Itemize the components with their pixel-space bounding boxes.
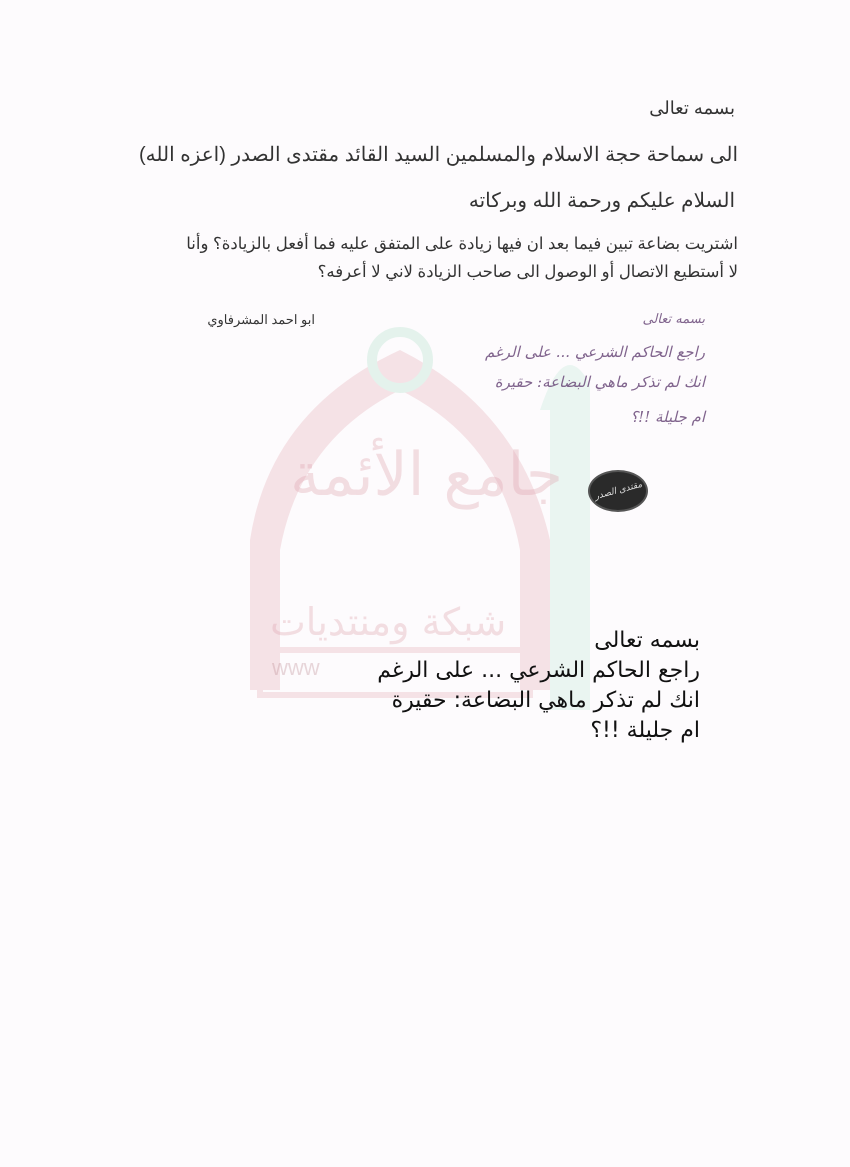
typed-reply-line: بسمه تعالى: [594, 628, 700, 653]
letter-addressee: الى سماحة حجة الاسلام والمسلمين السيد القائد مقتدى الصدر (اعزه الله): [138, 144, 738, 166]
watermark-url: www: [272, 655, 320, 680]
typed-reply-line: ام جليلة !!؟: [590, 718, 700, 743]
seal-text: مقتدى الصدر: [593, 479, 643, 503]
handwritten-line: انك لم تذكر ماهي البضاعة: حقيرة: [494, 373, 705, 391]
letter-signature: ابو احمد المشرفاوي: [207, 312, 315, 327]
seal-stamp: [588, 470, 648, 512]
watermark-subtitle: شبكة ومنتديات: [270, 600, 507, 644]
typed-reply: [377, 626, 700, 746]
handwritten-line: راجع الحاكم الشرعي ... على الرغم: [484, 343, 705, 361]
typed-reply-line: راجع الحاكم الشرعي ... على الرغم: [377, 658, 700, 683]
watermark-title: جامع الأئمة: [290, 440, 563, 510]
typed-reply-line: انك لم تذكر ماهي البضاعة: حقيرة: [391, 688, 700, 713]
letter-greeting: السلام عليكم ورحمة الله وبركاته: [468, 190, 735, 212]
handwritten-line: بسمه تعالى: [642, 312, 705, 327]
letter-question-line2: لا أستطيع الاتصال أو الوصول الى صاحب الزيادة لاني لا أعرفه؟: [317, 263, 738, 281]
letter-question-line1: اشتريت بضاعة تبين فيما بعد ان فيها زيادة على المتفق عليه فما أفعل بالزيادة؟ وأنا: [186, 235, 738, 253]
letter-heading: بسمه تعالى: [649, 98, 735, 118]
handwritten-line: ام جليلة !!؟: [630, 408, 705, 426]
